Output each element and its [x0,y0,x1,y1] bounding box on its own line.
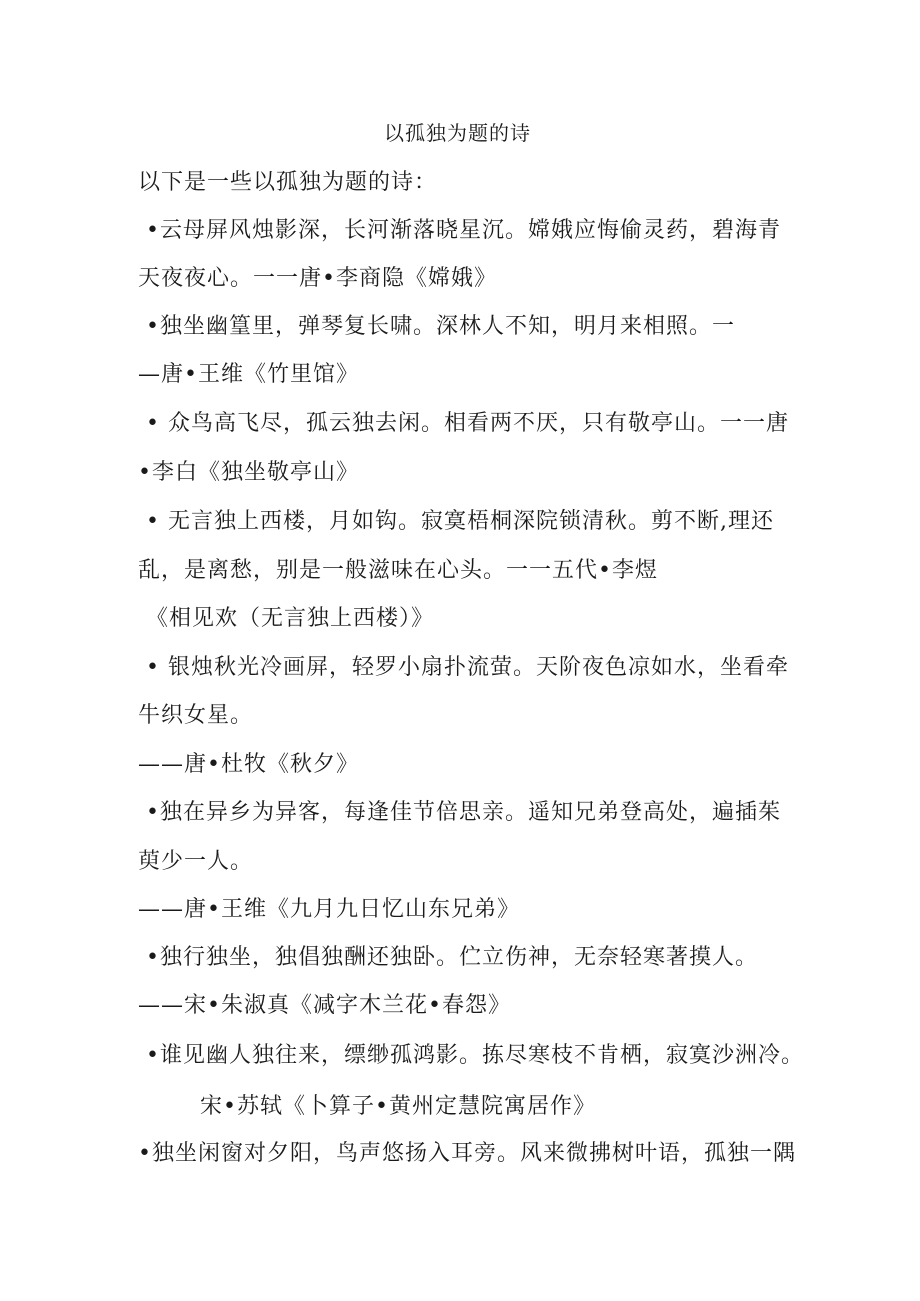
poem-line: • 无言独上西楼，月如钩。寂寞梧桐深院锁清秋。剪不断,理还 [146,509,774,534]
poem-line: •独在异乡为异客，每逢佳节倍思亲。遥知兄弟登高处，遍插茱 [146,800,781,825]
poem-line: 《相见欢（无言独上西楼）》 [146,606,435,631]
poem-line: •独坐闲窗对夕阳，鸟声悠扬入耳旁。风来微拂树叶语，孤独一隅 [138,1141,796,1166]
poem-line: •独坐幽篁里，弹琴复长啸。深林人不知，明月来相照。一 [146,314,735,339]
poem-line: •谁见幽人独往来，缥缈孤鸿影。拣尽寒枝不肯栖，寂寞沙洲冷。 [146,1043,804,1068]
poem-line: 乱，是离愁，别是一般滋味在心头。一一五代•李煜 [138,558,658,583]
poem-line: •云母屏风烛影深，长河渐落晓星沉。嫦娥应悔偷灵药，碧海青 [146,218,781,243]
poem-line: 天夜夜心。一一唐•李商隐《嫦娥》 [138,266,497,291]
poem-line: ——宋•朱淑真《减字木兰花•春怨》 [138,993,511,1018]
page-title: 以孤独为题的诗 [384,121,531,145]
poem-line: —唐•王维《竹里馆》 [138,362,359,387]
intro-line: 以下是一些以孤独为题的诗： [138,170,438,195]
poem-line: • 银烛秋光冷画屏，轻罗小扇扑流萤。天阶夜色凉如水，坐看牵 [146,655,789,680]
poem-line: ——唐•杜牧《秋夕》 [138,752,359,777]
poem-line: 宋•苏轼《卜算子•黄州定慧院寓居作》 [200,1094,596,1119]
poem-line: ——唐•王维《九月九日忆山东兄弟》 [138,897,520,922]
poem-line: •独行独坐，独倡独酬还独卧。伫立伤神，无奈轻寒著摸人。 [146,945,758,970]
poem-line: 牛织女星。 [138,703,254,728]
poem-line: •李白《独坐敬亭山》 [138,460,359,485]
poem-line: 萸少一人。 [138,849,254,874]
poem-line: • 众鸟高飞尽，孤云独去闲。相看两不厌，只有敬亭山。一一唐 [146,411,789,436]
